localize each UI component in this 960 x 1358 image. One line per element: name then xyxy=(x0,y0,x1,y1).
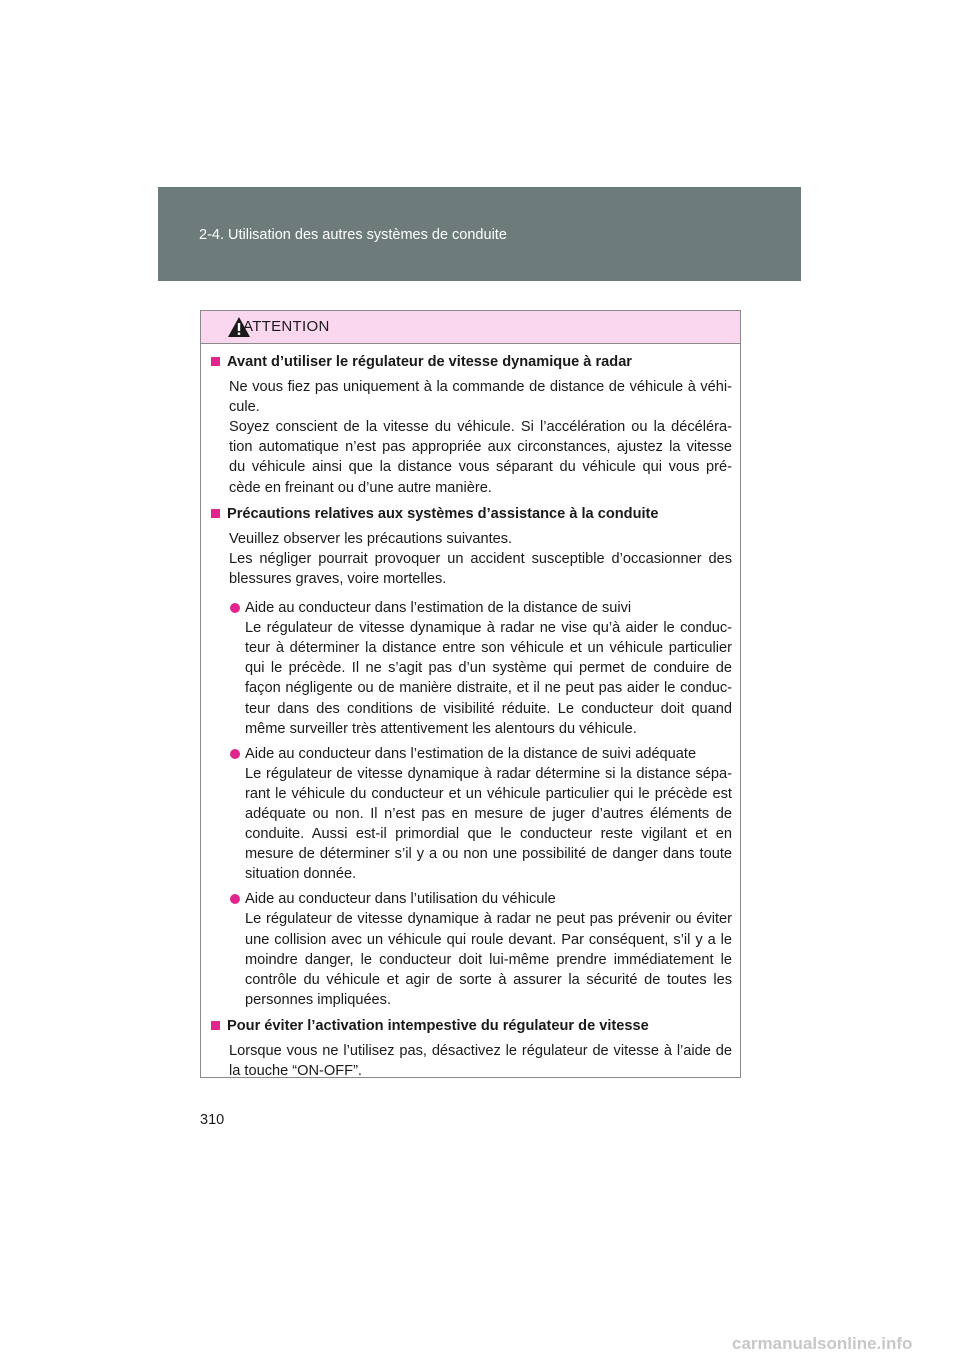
attention-box xyxy=(200,310,741,1078)
attention-header xyxy=(201,311,740,344)
list-item xyxy=(209,744,732,885)
square-bullet-icon xyxy=(211,509,220,518)
bullet-title: Aide au conducteur dans l’estimation de la distance de suivi adéquate xyxy=(245,745,697,762)
attention-title: ATTENTION xyxy=(243,318,330,335)
chapter-title: 2-4. Utilisation des autres systèmes de conduite xyxy=(199,227,507,243)
paragraph: Les négliger pourrait provoquer un accident susceptible d’occasionner des blessures graves, voire mortelles. xyxy=(229,550,732,587)
section-title: Précautions relatives aux systèmes d’assistance à la conduite xyxy=(227,505,659,522)
section-before-use xyxy=(209,352,732,498)
bullet-title: Aide au conducteur dans l’estimation de la distance de suivi xyxy=(245,600,632,617)
bullet-text: Le régulateur de vitesse dynamique à radar détermine si la distance sépa-rant le véhicule du conducteur et un véhicule particulier qui le précède est adéquate ou non. Il n’est pas en mesure de juger d’autres éléments de conduite. Aussi est-il primordial que le conducteur reste vigilant et en mesure de déterminer s’il y a ou non une possibilité de danger dans toute situation donnée. xyxy=(245,765,732,883)
bullet-text: Le régulateur de vitesse dynamique à radar ne vise qu’à aider le conduc-teur à déterminer la distance entre son véhicule et un véhicule particulier qui le précède. Il ne s’agit pas d’un système qui permet de conduire de façon négligente ou de manière distraite, et il ne peut pas aider le conduc-teur dans des conditions de visibilité réduite. Le conducteur doit quand même surveiller très attentivement les alentours du véhicule. xyxy=(245,620,732,737)
paragraph: Ne vous fiez pas uniquement à la commande de distance de véhicule à véhi-cule. xyxy=(229,379,732,416)
watermark: carmanualsonline.info xyxy=(732,1334,913,1353)
circle-bullet-icon xyxy=(230,894,240,904)
attention-body xyxy=(201,344,740,1081)
section-avoid-activation xyxy=(209,1016,732,1081)
bullet-text: Le régulateur de vitesse dynamique à radar ne peut pas prévenir ou éviter une collision avec un véhicule qui roule devant. Par conséquent, s’il y a le moindre danger, le conducteur doit lui-même prendre immédiatement le contrôle du véhicule et agir de sorte à assurer la sécurité de toutes les personnes impliquées. xyxy=(245,911,732,1008)
section-title: Pour éviter l’activation intempestive du régulateur de vitesse xyxy=(227,1017,649,1034)
square-bullet-icon xyxy=(211,1021,220,1030)
list-item xyxy=(209,889,732,1010)
bullet-title: Aide au conducteur dans l’utilisation du véhicule xyxy=(245,891,556,908)
section-title: Avant d’utiliser le régulateur de vitesse dynamique à radar xyxy=(227,354,632,370)
page-number: 310 xyxy=(200,1112,225,1128)
square-bullet-icon xyxy=(211,357,220,366)
chapter-header-band xyxy=(158,187,801,281)
paragraph: Lorsque vous ne l’utilisez pas, désactivez le régulateur de vitesse à l’aide de la touche “ON-OFF”. xyxy=(229,1043,732,1080)
paragraph: Veuillez observer les précautions suivantes. xyxy=(229,530,513,547)
circle-bullet-icon xyxy=(230,603,240,613)
list-item xyxy=(209,598,732,739)
paragraph: Soyez conscient de la vitesse du véhicule. Si l’accélération ou la décéléra-tion automatique n’est pas appropriée aux circonstances, ajustez la vitesse du véhicule ainsi que la distance vous séparant du véhicule qui vous pré-cède en freinant ou d’une autre manière. xyxy=(229,419,732,496)
circle-bullet-icon xyxy=(230,749,240,759)
section-driving-assist-precautions xyxy=(209,504,732,1010)
